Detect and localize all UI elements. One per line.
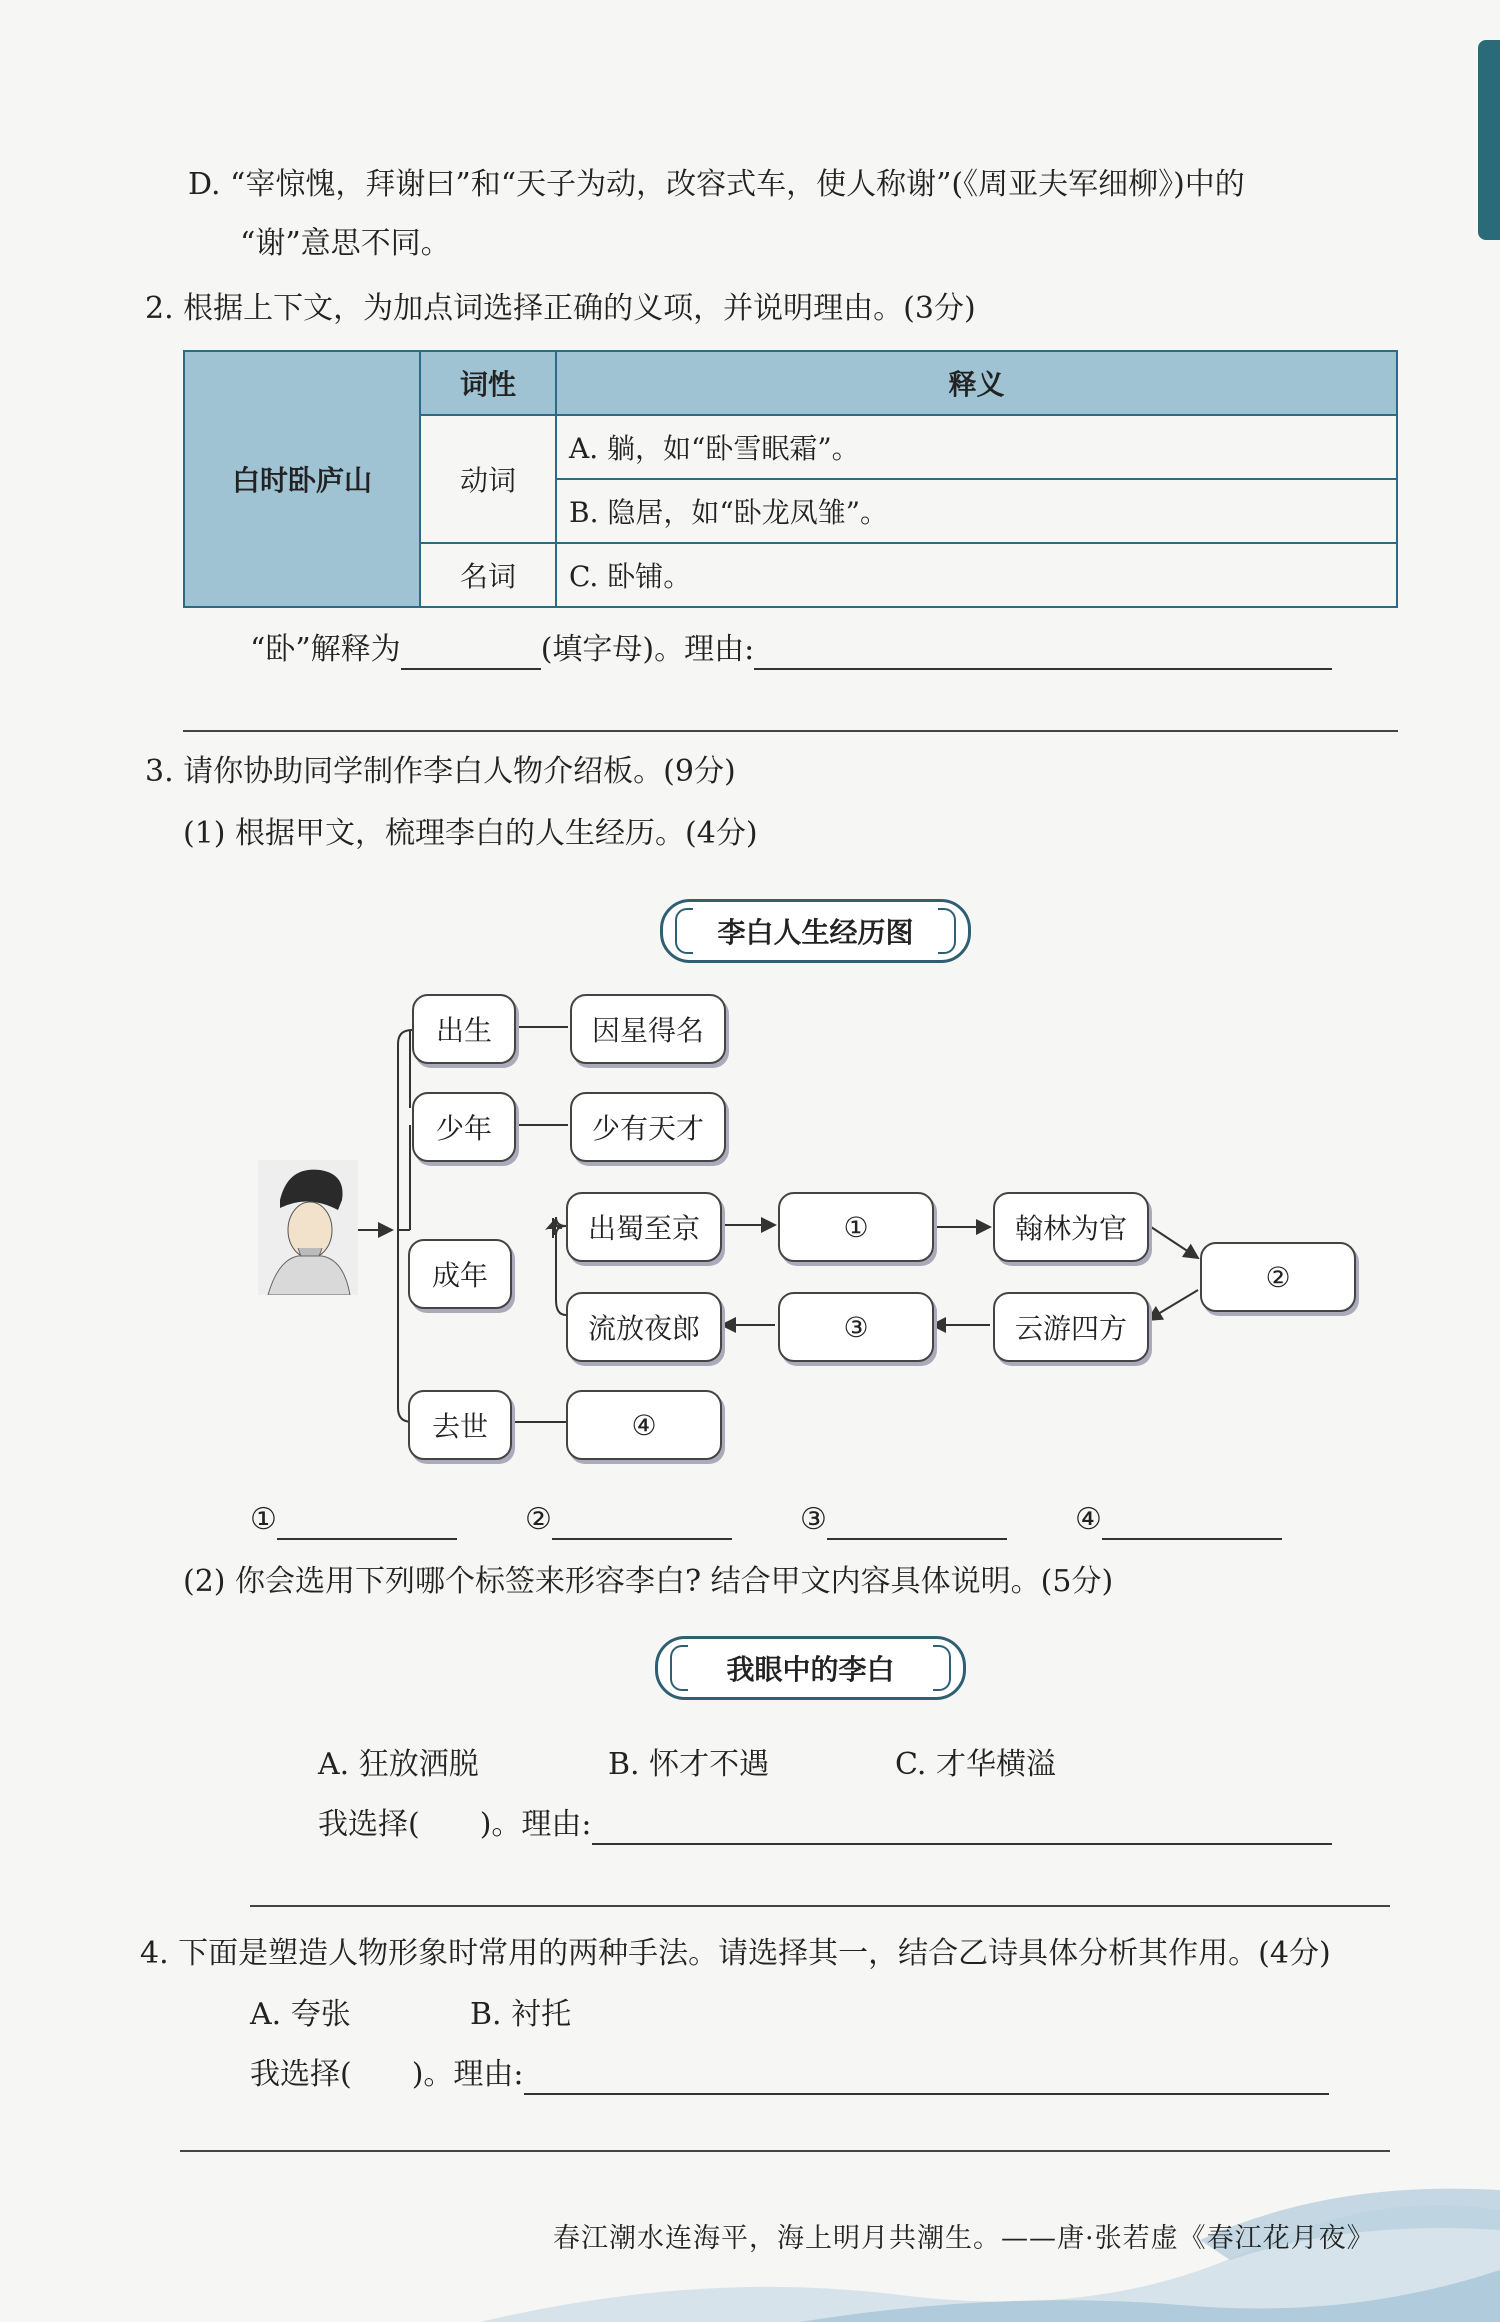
table-def-a: A. 躺，如“卧雪眠霜”。 — [556, 415, 1397, 479]
q4-choice-line: 我选择( )。理由: — [250, 2055, 1329, 2095]
q3-stem: 3. 请你协助同学制作李白人物介绍板。(9分) — [145, 754, 736, 789]
event-youth: 少有天才 — [570, 1092, 726, 1162]
table-def-c: C. 卧铺。 — [556, 543, 1397, 607]
q2-answer-line: “卧”解释为 (填字母)。理由: — [250, 630, 1332, 670]
table-def-b: B. 隐居，如“卧龙凤雏”。 — [556, 479, 1397, 543]
q3-sub2: (2) 你会选用下列哪个标签来形容李白? 结合甲文内容具体说明。(5分) — [183, 1564, 1114, 1599]
event-birth: 因星得名 — [570, 994, 726, 1064]
stage-adult: 成年 — [408, 1239, 512, 1309]
table-header-def: 释义 — [556, 351, 1397, 415]
table-verb: 动词 — [420, 415, 556, 543]
blank-box-1[interactable]: ① — [778, 1192, 934, 1262]
blank-box-4[interactable]: ④ — [566, 1390, 722, 1460]
stage-youth: 少年 — [412, 1092, 516, 1162]
table-word-cell: 白时卧庐山 — [184, 351, 420, 607]
q4-option-a: A. 夸张 — [250, 1997, 351, 2032]
event-leave-shu: 出蜀至京 — [566, 1192, 722, 1262]
table-noun: 名词 — [420, 543, 556, 607]
tag-option-b: B. 怀才不遇 — [608, 1747, 770, 1782]
q4-option-b: B. 衬托 — [470, 1997, 572, 2032]
table-header-pos: 词性 — [420, 351, 556, 415]
blank-box-3[interactable]: ③ — [778, 1292, 934, 1362]
tag-option-c: C. 才华横溢 — [895, 1747, 1056, 1782]
q2-stem: 2. 根据上下文，为加点词选择正确的义项，并说明理由。(3分) — [145, 291, 976, 326]
diagram-title-banner: 李白人生经历图 — [660, 899, 971, 963]
q3-reason-blank[interactable] — [592, 1813, 1332, 1845]
answer-blank-1[interactable]: ① — [250, 1500, 457, 1540]
footer-quote: 春江潮水连海平，海上明月共潮生。——唐·张若虚《春江花月夜》 — [553, 2223, 1375, 2254]
q3-choice-line: 我选择( )。理由: — [318, 1805, 1332, 1845]
stage-death: 去世 — [408, 1390, 512, 1460]
q3-sub1: (1) 根据甲文，梳理李白的人生经历。(4分) — [183, 816, 758, 851]
answer-blank-4[interactable]: ④ — [1075, 1500, 1282, 1540]
event-exile: 流放夜郎 — [566, 1292, 722, 1362]
answer-blank-3[interactable]: ③ — [800, 1500, 1007, 1540]
q4-stem: 4. 下面是塑造人物形象时常用的两种手法。请选择其一，结合乙诗具体分析其作用。(4分) — [140, 1936, 1331, 1971]
q1-option-d-line1: D. “宰惊愧，拜谢曰”和“天子为动，改容式车，使人称谢”(《周亚夫军细柳》)中的 — [188, 167, 1245, 202]
q4-reason-blank[interactable] — [524, 2063, 1329, 2095]
event-travel: 云游四方 — [993, 1292, 1149, 1362]
tag-title-banner: 我眼中的李白 — [655, 1636, 966, 1700]
blank-box-2[interactable]: ② — [1200, 1242, 1356, 1312]
event-hanlin: 翰林为官 — [993, 1192, 1149, 1262]
stage-birth: 出生 — [412, 994, 516, 1064]
tag-option-a: A. 狂放洒脱 — [318, 1747, 479, 1782]
answer-blank-2[interactable]: ② — [525, 1500, 732, 1540]
q1-option-d-line2: “谢”意思不同。 — [240, 226, 451, 261]
q3-reason-rule[interactable] — [250, 1905, 1390, 1907]
